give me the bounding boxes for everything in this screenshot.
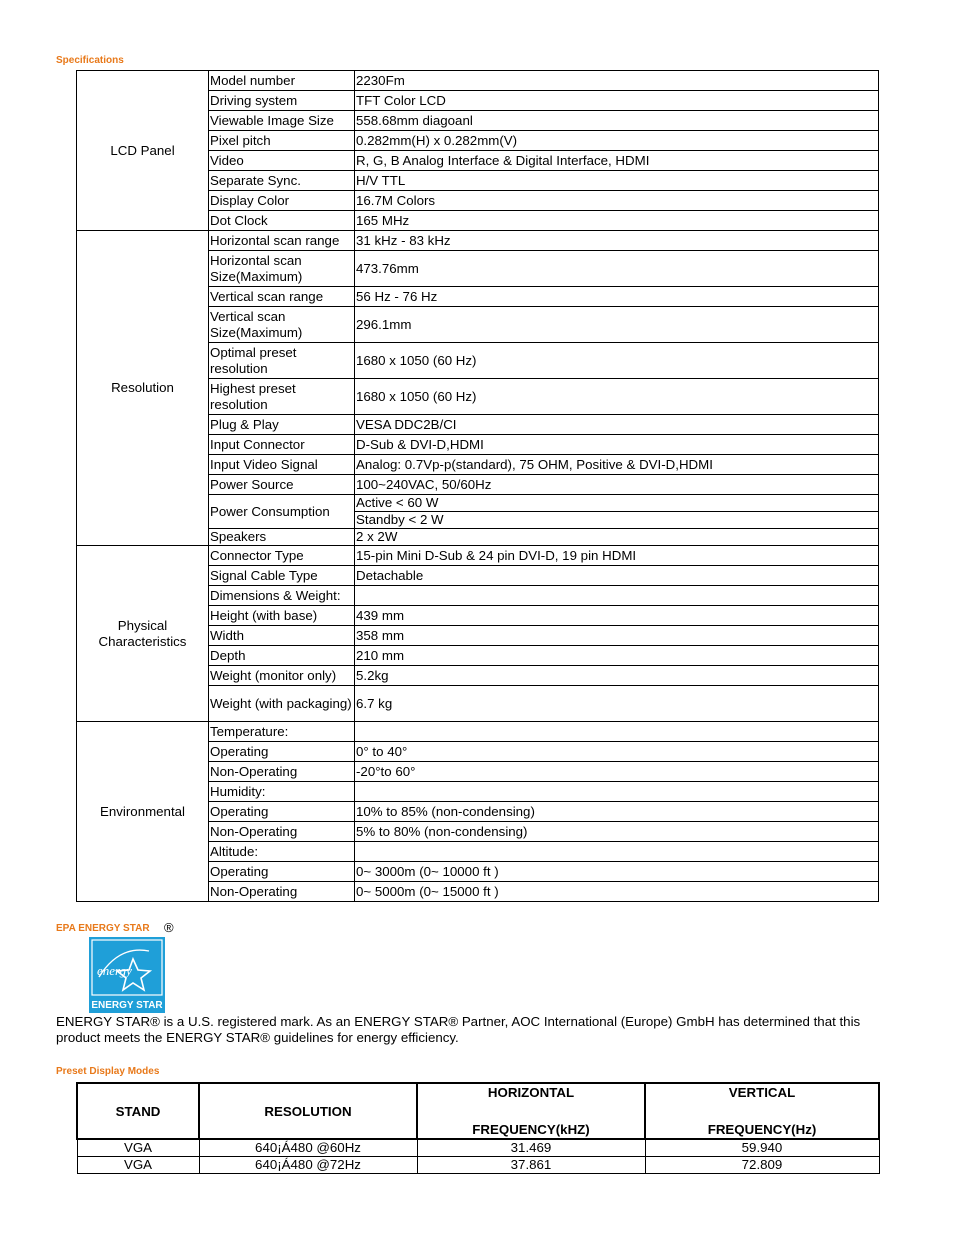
spec-label: Plug & Play	[209, 415, 355, 435]
energy-star-logo	[89, 937, 165, 1013]
spec-label: Operating	[209, 742, 355, 762]
table-header-row	[77, 1083, 879, 1139]
spec-label: Temperature:	[209, 722, 355, 742]
spec-value: R, G, B Analog Interface & Digital Interface, HDMI	[355, 151, 879, 171]
spec-value: 1680 x 1050 (60 Hz)	[355, 379, 879, 415]
spec-label: Weight (monitor only)	[209, 666, 355, 686]
header-horizontal	[417, 1083, 645, 1139]
spec-value: 210 mm	[355, 646, 879, 666]
spec-label: Power Consumption	[209, 495, 355, 529]
spec-label: Width	[209, 626, 355, 646]
spec-label: Input Video Signal	[209, 455, 355, 475]
spec-value: 15-pin Mini D-Sub & 24 pin DVI-D, 19 pin HDMI	[355, 546, 879, 566]
spec-label: Height (with base)	[209, 606, 355, 626]
category-environmental: Environmental	[77, 722, 209, 902]
spec-label: Operating	[209, 862, 355, 882]
spec-value: 1680 x 1050 (60 Hz)	[355, 343, 879, 379]
table-row	[77, 1157, 879, 1174]
spec-value: 296.1mm	[355, 307, 879, 343]
spec-value: Analog: 0.7Vp-p(standard), 75 OHM, Positive & DVI-D,HDMI	[355, 455, 879, 475]
spec-label: Video	[209, 151, 355, 171]
spec-label: Depth	[209, 646, 355, 666]
spec-value: D-Sub & DVI-D,HDMI	[355, 435, 879, 455]
spec-label: Model number	[209, 71, 355, 91]
energy-star-logo-text: ENERGY STAR	[91, 1000, 163, 1011]
spec-value	[355, 782, 879, 802]
spec-value: Standby < 2 W	[355, 512, 879, 529]
spec-value: 0~ 3000m (0~ 10000 ft )	[355, 862, 879, 882]
spec-label: Viewable Image Size	[209, 111, 355, 131]
mode-horizontal: 31.469	[417, 1139, 645, 1157]
spec-value	[355, 842, 879, 862]
table-row	[77, 546, 879, 566]
spec-label: Optimal preset resolution	[209, 343, 355, 379]
spec-value: 0.282mm(H) x 0.282mm(V)	[355, 131, 879, 151]
energy-star-statement: ENERGY STAR® is a U.S. registered mark. As an ENERGY STAR® Partner, AOC International (Europe) GmbH has determined that this product meets the ENERGY STAR® guidelines for energy efficiency.	[56, 1014, 861, 1045]
spec-label: Highest preset resolution	[209, 379, 355, 415]
spec-label: Vertical scan range	[209, 287, 355, 307]
spec-label: Weight (with packaging)	[209, 686, 355, 722]
spec-label: Dimensions & Weight:	[209, 586, 355, 606]
specifications-table	[76, 70, 879, 902]
spec-value: 358 mm	[355, 626, 879, 646]
spec-value: Detachable	[355, 566, 879, 586]
registered-symbol: ®	[164, 920, 174, 935]
spec-label: Horizontal scan range	[209, 231, 355, 251]
mode-stand: VGA	[77, 1157, 199, 1174]
spec-label: Horizontal scan Size(Maximum)	[209, 251, 355, 287]
spec-label: Driving system	[209, 91, 355, 111]
category-physical: Physical Characteristics	[77, 546, 209, 722]
header-horizontal-line2: FREQUENCY(kHZ)	[472, 1122, 590, 1137]
spec-value: 10% to 85% (non-condensing)	[355, 802, 879, 822]
spec-label: Vertical scan Size(Maximum)	[209, 307, 355, 343]
preset-modes-heading: Preset Display Modes	[56, 1066, 160, 1077]
spec-label: Non-Operating	[209, 882, 355, 902]
spec-value: -20°to 60°	[355, 762, 879, 782]
category-lcd-panel: LCD Panel	[77, 71, 209, 231]
spec-label: Input Connector	[209, 435, 355, 455]
spec-value: 56 Hz - 76 Hz	[355, 287, 879, 307]
spec-label: Non-Operating	[209, 822, 355, 842]
table-row	[77, 231, 879, 251]
header-vertical-line1: VERTICAL	[728, 1085, 796, 1100]
header-vertical-line2: FREQUENCY(Hz)	[707, 1122, 817, 1137]
spec-value: H/V TTL	[355, 171, 879, 191]
spec-value: 165 MHz	[355, 211, 879, 231]
spec-label: Pixel pitch	[209, 131, 355, 151]
spec-value	[355, 586, 879, 606]
spec-value: 2230Fm	[355, 71, 879, 91]
mode-stand: VGA	[77, 1139, 199, 1157]
spec-value: 6.7 kg	[355, 686, 879, 722]
energy-script-text: energy	[97, 963, 132, 978]
table-row	[77, 71, 879, 91]
mode-vertical: 72.809	[645, 1157, 879, 1174]
mode-horizontal: 37.861	[417, 1157, 645, 1174]
spec-value: 0~ 5000m (0~ 15000 ft )	[355, 882, 879, 902]
spec-label: Connector Type	[209, 546, 355, 566]
table-row	[77, 1139, 879, 1157]
spec-label: Separate Sync.	[209, 171, 355, 191]
spec-label: Power Source	[209, 475, 355, 495]
spec-value: 5% to 80% (non-condensing)	[355, 822, 879, 842]
spec-value: 5.2kg	[355, 666, 879, 686]
spec-value: TFT Color LCD	[355, 91, 879, 111]
energy-star-heading: EPA ENERGY STAR	[56, 923, 150, 934]
mode-vertical: 59.940	[645, 1139, 879, 1157]
spec-label: Non-Operating	[209, 762, 355, 782]
spec-value: 16.7M Colors	[355, 191, 879, 211]
spec-label: Display Color	[209, 191, 355, 211]
spec-label: Humidity:	[209, 782, 355, 802]
spec-value: 473.76mm	[355, 251, 879, 287]
spec-value: Active < 60 W	[355, 495, 879, 512]
spec-label: Operating	[209, 802, 355, 822]
table-row	[77, 722, 879, 742]
header-vertical	[645, 1083, 879, 1139]
spec-value: 439 mm	[355, 606, 879, 626]
spec-value: 31 kHz - 83 kHz	[355, 231, 879, 251]
spec-label: Dot Clock	[209, 211, 355, 231]
preset-modes-table	[76, 1082, 880, 1174]
spec-value	[355, 722, 879, 742]
mode-resolution: 640¡Á480 @60Hz	[199, 1139, 417, 1157]
header-horizontal-line1: HORIZONTAL	[487, 1085, 575, 1100]
category-resolution: Resolution	[77, 231, 209, 546]
spec-value: 0° to 40°	[355, 742, 879, 762]
spec-value: 2 x 2W	[355, 529, 879, 546]
spec-label: Speakers	[209, 529, 355, 546]
header-resolution: RESOLUTION	[199, 1083, 417, 1139]
header-stand: STAND	[77, 1083, 199, 1139]
specifications-heading: Specifications	[56, 55, 124, 66]
spec-value: VESA DDC2B/CI	[355, 415, 879, 435]
spec-value: 558.68mm diagoanl	[355, 111, 879, 131]
spec-label: Signal Cable Type	[209, 566, 355, 586]
spec-label: Altitude:	[209, 842, 355, 862]
spec-value: 100~240VAC, 50/60Hz	[355, 475, 879, 495]
mode-resolution: 640¡Á480 @72Hz	[199, 1157, 417, 1174]
